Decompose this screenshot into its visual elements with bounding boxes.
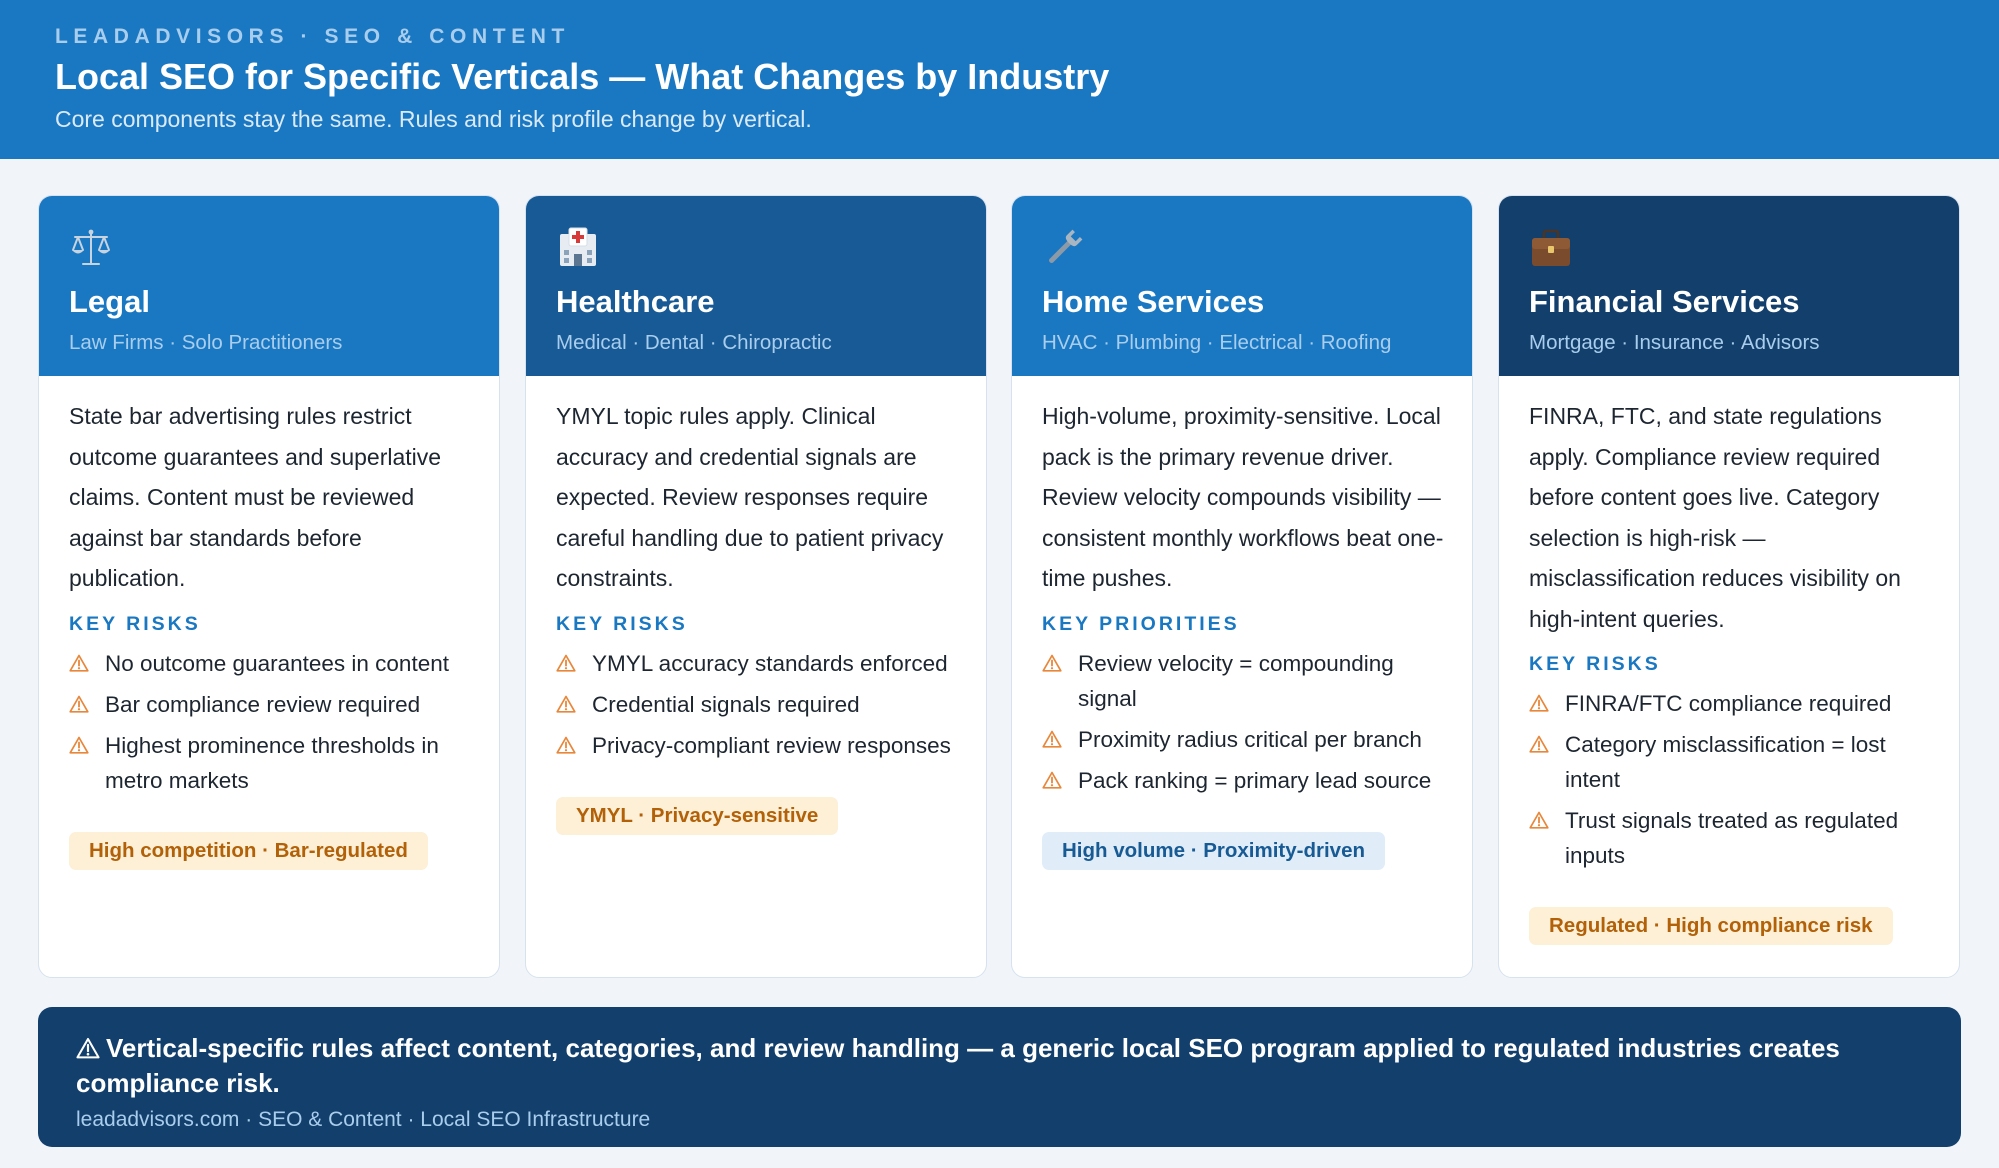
- summary-text: Vertical-specific rules affect content, categories, and review handling — a generic local SEO program applied to regulated industries creates compliance risk.: [76, 1033, 1840, 1098]
- scales-icon: [69, 226, 113, 270]
- section-label: KEY RISKS: [69, 612, 201, 635]
- page-subtitle: Core components stay the same. Rules and risk profile change by vertical.: [55, 106, 812, 132]
- list-item: [556, 687, 961, 722]
- warning-icon: [69, 654, 89, 672]
- vertical-tag: YMYL · Privacy-sensitive: [556, 797, 838, 835]
- warning-icon: [1529, 735, 1549, 753]
- card-body: [1042, 396, 1447, 870]
- list-item: [1042, 646, 1447, 716]
- card-financial-services: [1498, 195, 1960, 978]
- priority-list: [1042, 646, 1447, 798]
- page-title: Local SEO for Specific Verticals — What Changes by Industry: [55, 56, 1110, 97]
- vertical-tag: High competition · Bar-regulated: [69, 832, 428, 870]
- wrench-icon: [1042, 226, 1086, 270]
- list-item: [69, 687, 474, 722]
- card-title: Home Services: [1042, 284, 1265, 319]
- list-item-text: Privacy-compliant review responses: [592, 732, 951, 758]
- card-description: State bar advertising rules restrict outcome guarantees and superlative claims. Content must be reviewed against bar standards before publication.: [69, 403, 442, 591]
- warning-icon: [1529, 694, 1549, 712]
- card-title: Healthcare: [556, 284, 715, 319]
- warning-icon: [69, 695, 89, 713]
- list-item-text: Trust signals treated as regulated inputs: [1565, 808, 1899, 868]
- list-item-text: Bar compliance review required: [105, 691, 421, 717]
- risk-list: [1529, 686, 1934, 873]
- card-description: YMYL topic rules apply. Clinical accuracy and credential signals are expected. Review responses require careful handling due to patient privacy constraints.: [556, 403, 944, 591]
- list-item-text: Credential signals required: [592, 691, 860, 717]
- list-item-text: Category misclassification = lost intent: [1565, 732, 1886, 792]
- section-label: KEY RISKS: [1529, 653, 1661, 675]
- page-header: [0, 0, 1999, 159]
- list-item-text: YMYL accuracy standards enforced: [592, 650, 948, 676]
- card-home-services: [1011, 195, 1473, 978]
- card-body: [556, 396, 961, 835]
- list-item-text: Proximity radius critical per branch: [1078, 726, 1422, 752]
- card-header: [39, 196, 499, 376]
- hospital-icon: [556, 226, 600, 270]
- card-healthcare: [525, 195, 987, 978]
- warning-icon: [76, 1037, 100, 1059]
- card-header: [1499, 196, 1959, 376]
- list-item: [1529, 686, 1934, 721]
- warning-icon: [1529, 811, 1549, 829]
- card-subtitle: HVAC · Plumbing · Electrical · Roofing: [1042, 331, 1392, 354]
- section-label: KEY RISKS: [556, 612, 688, 635]
- warning-icon: [1042, 654, 1062, 672]
- list-item-text: Review velocity = compounding signal: [1078, 650, 1394, 711]
- summary-message: [76, 1031, 1926, 1101]
- card-body: [1529, 396, 1934, 945]
- warning-icon: [556, 654, 576, 672]
- card-header: [526, 196, 986, 376]
- list-item: [1529, 727, 1934, 797]
- summary-banner: [38, 1007, 1961, 1147]
- list-item: [556, 646, 961, 681]
- warning-icon: [556, 736, 576, 754]
- vertical-tag: High volume · Proximity-driven: [1042, 832, 1385, 870]
- source-line: leadadvisors.com · SEO & Content · Local SEO Infrastructure: [76, 1108, 651, 1131]
- card-subtitle: Law Firms · Solo Practitioners: [69, 331, 343, 354]
- list-item-text: FINRA/FTC compliance required: [1565, 691, 1892, 716]
- brand-kicker: LEADADVISORS · SEO & CONTENT: [55, 25, 570, 48]
- card-subtitle: Medical · Dental · Chiropractic: [556, 331, 832, 354]
- card-title: Financial Services: [1529, 284, 1800, 319]
- risk-list: [69, 646, 474, 798]
- card-description: FINRA, FTC, and state regulations apply. Compliance review required before content goes live. Category selection is high-risk — misclassification reduces visibility on high-intent queries.: [1529, 403, 1901, 632]
- list-item: [69, 646, 474, 681]
- card-subtitle: Mortgage · Insurance · Advisors: [1529, 331, 1820, 354]
- list-item-text: Highest prominence thresholds in metro markets: [105, 732, 439, 793]
- warning-icon: [1042, 730, 1062, 748]
- risk-list: [556, 646, 961, 763]
- list-item-text: Pack ranking = primary lead source: [1078, 767, 1432, 793]
- list-item-text: No outcome guarantees in content: [105, 650, 449, 676]
- list-item: [1529, 803, 1934, 873]
- list-item: [556, 728, 961, 763]
- list-item: [69, 728, 474, 798]
- warning-icon: [556, 695, 576, 713]
- card-header: [1012, 196, 1472, 376]
- warning-icon: [69, 736, 89, 754]
- warning-icon: [1042, 771, 1062, 789]
- card-legal: [38, 195, 500, 978]
- vertical-tag: Regulated · High compliance risk: [1529, 907, 1893, 945]
- card-description: High-volume, proximity-sensitive. Local pack is the primary revenue driver. Review velocity compounds visibility — consistent monthly workflows beat one-time pushes.: [1042, 403, 1444, 591]
- card-title: Legal: [69, 284, 150, 319]
- briefcase-icon: [1529, 226, 1573, 270]
- list-item: [1042, 722, 1447, 757]
- list-item: [1042, 763, 1447, 798]
- section-label: KEY PRIORITIES: [1042, 612, 1240, 635]
- card-body: [69, 396, 474, 870]
